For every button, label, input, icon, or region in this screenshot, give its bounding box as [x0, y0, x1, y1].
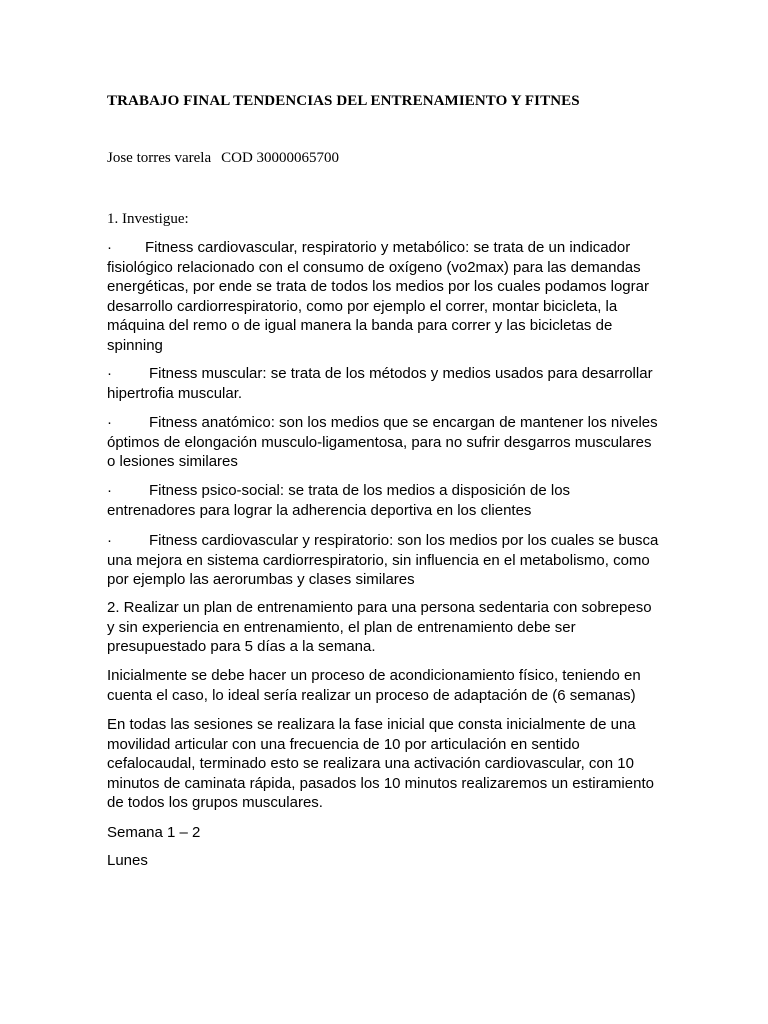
section-2-paragraph: [107, 598, 652, 657]
bullet-item: [107, 364, 653, 403]
paragraph-line: minutos de caminata rápida, pasados los 10 minutos realizaremos un estiramiento: [107, 774, 654, 792]
paragraph-line: En todas las sesiones se realizara la fase inicial que consta inicialmente de una: [107, 716, 636, 733]
paragraph-line: presupuestado para 5 días a la semana.: [107, 638, 376, 655]
bullet-line: spinning: [107, 336, 163, 354]
week-label: Semana 1 – 2: [107, 824, 201, 841]
paragraph-line: de todos los grupos musculares.: [107, 794, 323, 811]
bullet-line: por ejemplo las aerorumbas y clases similares: [107, 571, 415, 588]
bullet-line: · Fitness cardiovascular, respiratorio y metabólico: se trata de un indicador: [107, 239, 631, 256]
bullet-marker: ·: [107, 532, 112, 549]
author-code: COD 30000065700: [221, 150, 340, 166]
bullet-line: máquina del remo o de igual manera la banda para correr y las bicicletas de: [107, 317, 613, 334]
paragraph-line: cefalocaudal, terminado esto se realizara una activación cardiovascular, con 10: [107, 755, 634, 772]
author-name: Jose torres varela: [107, 150, 212, 166]
bullet-marker: ·: [107, 239, 112, 256]
sessions-paragraph: [107, 715, 654, 813]
bullet-line: óptimos de elongación musculo-ligamentosa, para no sufrir desgarros musculares: [107, 433, 652, 451]
bullet-item: [107, 481, 570, 520]
bullet-item: [107, 238, 649, 355]
bullet-line: entrenadores para lograr la adherencia deportiva en los clientes: [107, 501, 532, 519]
bullet-line: hipertrofia muscular.: [107, 384, 243, 402]
bullet-line: · Fitness psico-social: se trata de los medios a disposición de los: [107, 482, 571, 499]
bullet-line: o lesiones similares: [107, 453, 238, 470]
bullet-line: una mejora en sistema cardiorrespiratorio, sin influencia en el metabolismo, como: [107, 551, 650, 569]
bullet-line: energéticas, por ende se trata de todos los medios por los cuales podamos lograr: [107, 278, 649, 295]
author-line: [107, 150, 339, 167]
bullet-line: · Fitness cardiovascular y respiratorio: son los medios por los cuales se busca: [107, 532, 659, 549]
day-label: Lunes: [107, 852, 148, 869]
bullet-marker: ·: [107, 482, 112, 499]
bullet-line: · Fitness anatómico: son los medios que se encargan de mantener los niveles: [107, 414, 658, 431]
initial-paragraph: [107, 666, 641, 705]
paragraph-line: y sin experiencia en entrenamiento, el plan de entrenamiento debe ser: [107, 618, 576, 636]
section-heading: 1. Investigue:: [107, 211, 189, 227]
bullet-marker: ·: [107, 365, 112, 382]
bullet-line: fisiológico relacionado con el consumo de oxígeno (vo2max) para las demandas: [107, 258, 641, 276]
paragraph-line: movilidad articular con una frecuencia de 10 por articulación en sentido: [107, 735, 580, 753]
document-title: TRABAJO FINAL TENDENCIAS DEL ENTRENAMIENTO Y FITNES: [107, 93, 580, 109]
paragraph-line: Inicialmente se debe hacer un proceso de acondicionamiento físico, teniendo en: [107, 667, 641, 684]
bullet-line: desarrollo cardiorrespiratorio, como por ejemplo el correr, montar bicicleta, la: [107, 297, 618, 315]
bullet-item: [107, 413, 658, 472]
paragraph-line: cuenta el caso, lo ideal sería realizar un proceso de adaptación de (6 semanas): [107, 686, 636, 704]
paragraph-line: 2. Realizar un plan de entrenamiento para una persona sedentaria con sobrepeso: [107, 599, 652, 616]
bullet-line: · Fitness muscular: se trata de los métodos y medios usados para desarrollar: [107, 365, 653, 382]
bullet-marker: ·: [107, 414, 112, 431]
bullet-item: [107, 531, 658, 590]
